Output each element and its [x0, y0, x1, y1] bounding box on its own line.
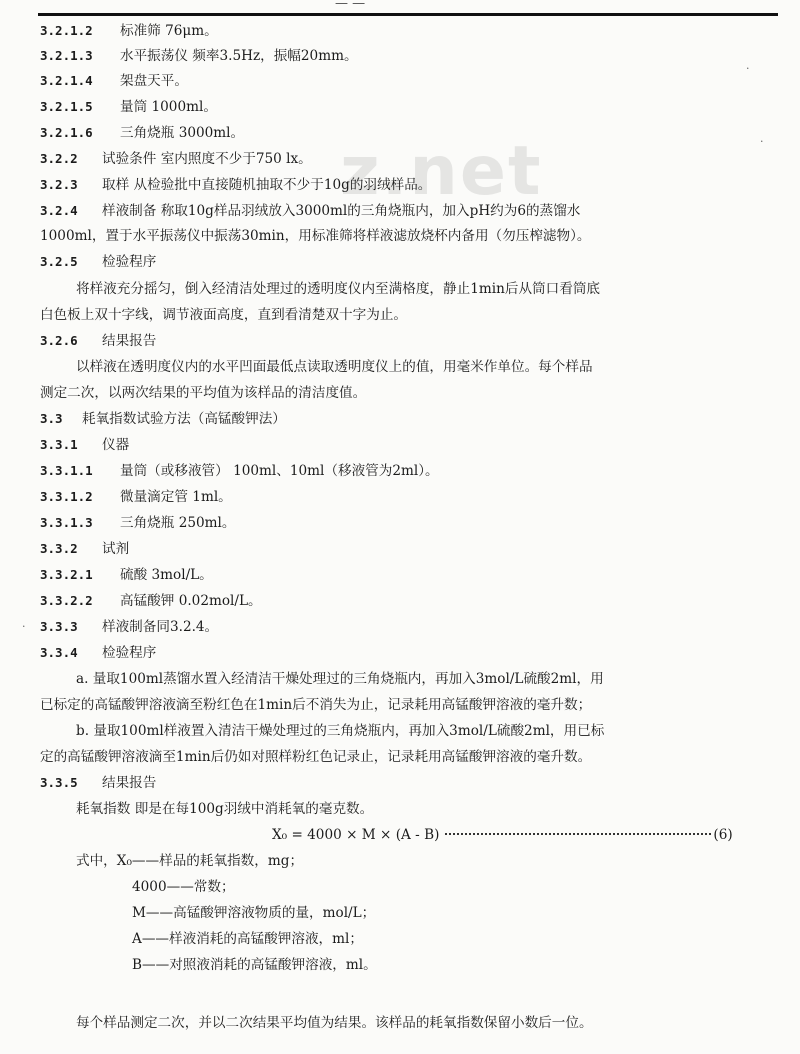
watermark: z.net — [340, 132, 543, 211]
step-a-line — [76, 670, 604, 688]
clause-3-2-1-6 — [40, 124, 244, 142]
clause-3-2-1-5 — [40, 98, 217, 116]
paragraph-text: 将样液充分摇匀，倒入经清洁处理过的透明度仪内至满格度，静止1min后从筒口看筒底 — [76, 281, 601, 297]
paragraph-line — [76, 280, 600, 298]
paragraph-line — [40, 384, 366, 402]
where-item — [132, 878, 235, 896]
step-a-line — [40, 696, 591, 714]
clause-number: 3.2.1.5 — [40, 99, 93, 114]
clause-3-3-4 — [40, 644, 156, 662]
clause-3-3-2-2 — [40, 592, 262, 610]
clause-number: 3.3.2.2 — [40, 593, 93, 608]
step-b-line — [76, 722, 604, 740]
paragraph-line — [40, 227, 591, 245]
paragraph-text: a. 量取100ml蒸馏水置入经清洁干燥处理过的三角烧瓶内，再加入3mol/L硫酸2ml，用 — [76, 671, 604, 687]
clause-3-3-3 — [40, 618, 218, 636]
where-symbol: 4000 — [132, 879, 167, 895]
clause-3-3-2 — [40, 540, 129, 558]
where-item — [132, 956, 377, 974]
paragraph-text: 测定二次，以两次结果的平均值为该样品的清洁度值。 — [40, 385, 367, 401]
clause-number: 3.2.5 — [40, 254, 78, 269]
clause-text: 标准筛 76μm。 — [120, 23, 218, 39]
clause-text: 试剂 — [102, 541, 130, 557]
paragraph-text: 定的高锰酸钾溶液滴至1min后仍如对照样粉红色记录止，记录耗用高锰酸钾溶液的毫升数。 — [40, 749, 592, 765]
paragraph-text: b. 量取100ml样液置入清洁干燥处理过的三角烧瓶内，再加入3mol/L硫酸2ml，用已标 — [76, 723, 605, 739]
clause-number: 3.2.6 — [40, 333, 78, 348]
clause-number: 3.2.4 — [40, 203, 78, 218]
clause-3-3-2-1 — [40, 566, 213, 584]
paragraph-text: 已标定的高锰酸钾溶液滴至粉红色在1min后不消失为止，记录耗用高锰酸钾溶液的毫升数； — [40, 697, 592, 713]
clause-text: 三角烧瓶 250ml。 — [120, 515, 236, 531]
clause-number: 3.3.1.1 — [40, 463, 93, 478]
clause-text: 检验程序 — [102, 645, 157, 661]
where-desc: ——高锰酸钾溶液物质的量，mol/L； — [145, 905, 376, 921]
clause-3-2-1-2 — [40, 22, 218, 40]
clause-number: 3.3.5 — [40, 775, 78, 790]
clause-3-2-1-4 — [40, 72, 188, 90]
paragraph-line — [40, 306, 407, 324]
clause-number: 3.2.1.4 — [40, 73, 93, 88]
clause-text: 结果报告 — [102, 333, 157, 349]
header-rule — [38, 13, 778, 16]
scan-speck: · — [22, 620, 26, 633]
scan-speck: · — [746, 62, 750, 75]
clause-3-3-1-2 — [40, 488, 232, 506]
paragraph-line — [76, 800, 373, 818]
paragraph-text: 以样液在透明度仪内的水平凹面最低点读取透明度仪上的值，用毫米作单位。每个样品 — [76, 359, 593, 375]
clause-text: 水平振荡仪 频率3.5Hz，振幅20mm。 — [120, 48, 358, 64]
clause-number: 3.2.1.3 — [40, 48, 93, 63]
clause-3-3 — [40, 410, 286, 428]
paragraph-text: 耗氧指数 即是在每100g羽绒中消耗氧的毫克数。 — [76, 801, 374, 817]
where-desc: ——常数； — [166, 879, 235, 895]
where-symbol: A — [132, 931, 142, 947]
clause-3-2-1-3 — [40, 47, 358, 65]
clause-number: 3.3 — [40, 411, 63, 426]
clause-text: 耗氧指数试验方法（高锰酸钾法） — [82, 411, 286, 427]
clause-number: 3.3.4 — [40, 645, 78, 660]
clause-3-2-2 — [40, 150, 312, 168]
clause-3-2-5 — [40, 253, 156, 271]
paragraph-text: 白色板上双十字线，调节液面高度，直到看清楚双十字为止。 — [40, 307, 408, 323]
clause-text: 硫酸 3mol/L。 — [120, 567, 213, 583]
leader-dots — [445, 833, 711, 835]
clause-number: 3.3.3 — [40, 619, 78, 634]
where-item — [76, 852, 303, 870]
final-paragraph: 每个样品测定二次，并以二次结果平均值为结果。该样品的耗氧指数保留小数后一位。 — [76, 1015, 593, 1031]
where-item — [132, 930, 363, 948]
where-desc: ——对照液消耗的高锰酸钾溶液，ml。 — [142, 957, 377, 973]
clause-number: 3.2.3 — [40, 177, 78, 192]
clause-text: 检验程序 — [102, 254, 157, 270]
clause-number: 3.2.1.2 — [40, 23, 93, 38]
where-desc: ——样液消耗的高锰酸钾溶液，ml； — [141, 931, 363, 947]
clause-text: 仪器 — [102, 437, 130, 453]
clause-text: 样液制备 称取10g样品羽绒放入3000ml的三角烧瓶内，加入pH约为6的蒸馏水 — [102, 203, 581, 219]
step-b-line — [40, 748, 591, 766]
clause-3-3-5 — [40, 774, 156, 792]
where-symbol: 式中，X₀ — [76, 853, 132, 869]
clause-number: 3.2.1.6 — [40, 125, 93, 140]
formula-6 — [272, 826, 733, 844]
clause-text: 三角烧瓶 3000ml。 — [120, 125, 245, 141]
where-symbol: M — [132, 905, 146, 921]
clause-3-3-1-3 — [40, 514, 235, 532]
clause-number: 3.3.1.2 — [40, 489, 93, 504]
running-header: — — — [335, 0, 366, 11]
clause-3-3-1 — [40, 436, 129, 454]
clause-number: 3.3.1 — [40, 437, 78, 452]
clause-text: 高锰酸钾 0.02mol/L。 — [120, 593, 262, 609]
clause-3-2-4 — [40, 202, 580, 220]
clause-text: 量筒 1000ml。 — [120, 99, 217, 115]
where-item — [132, 904, 375, 922]
clause-text: 架盘天平。 — [120, 73, 188, 89]
clause-3-2-6 — [40, 332, 156, 350]
scan-speck: · — [760, 135, 764, 148]
clause-number: 3.3.2 — [40, 541, 78, 556]
formula-expression: X₀ = 4000 × M × (A - B) — [272, 827, 440, 843]
clause-text: 取样 从检验批中直接随机抽取不少于10g的羽绒样品。 — [102, 177, 432, 193]
clause-number: 3.3.2.1 — [40, 567, 93, 582]
clause-text: 量筒（或移液管） 100ml、10ml（移液管为2ml）。 — [120, 463, 439, 479]
paragraph-text: 1000ml，置于水平振荡仪中振荡30min，用标准筛将样液滤放烧杯内备用（勿压榨滤物）。 — [40, 228, 591, 244]
clause-text: 结果报告 — [102, 775, 157, 791]
clause-3-2-3 — [40, 176, 431, 194]
clause-number: 3.2.2 — [40, 151, 78, 166]
paragraph-line — [76, 358, 593, 376]
clause-text: 样液制备同3.2.4。 — [102, 619, 219, 635]
where-symbol: B — [132, 957, 142, 973]
clause-text: 试验条件 室内照度不少于750 lx。 — [102, 151, 312, 167]
clause-text: 微量滴定管 1ml。 — [120, 489, 232, 505]
where-desc: ——样品的耗氧指数，mg； — [131, 853, 304, 869]
clause-3-3-1-1 — [40, 462, 439, 480]
equation-number: (6) — [713, 827, 733, 843]
clause-number: 3.3.1.3 — [40, 515, 93, 530]
